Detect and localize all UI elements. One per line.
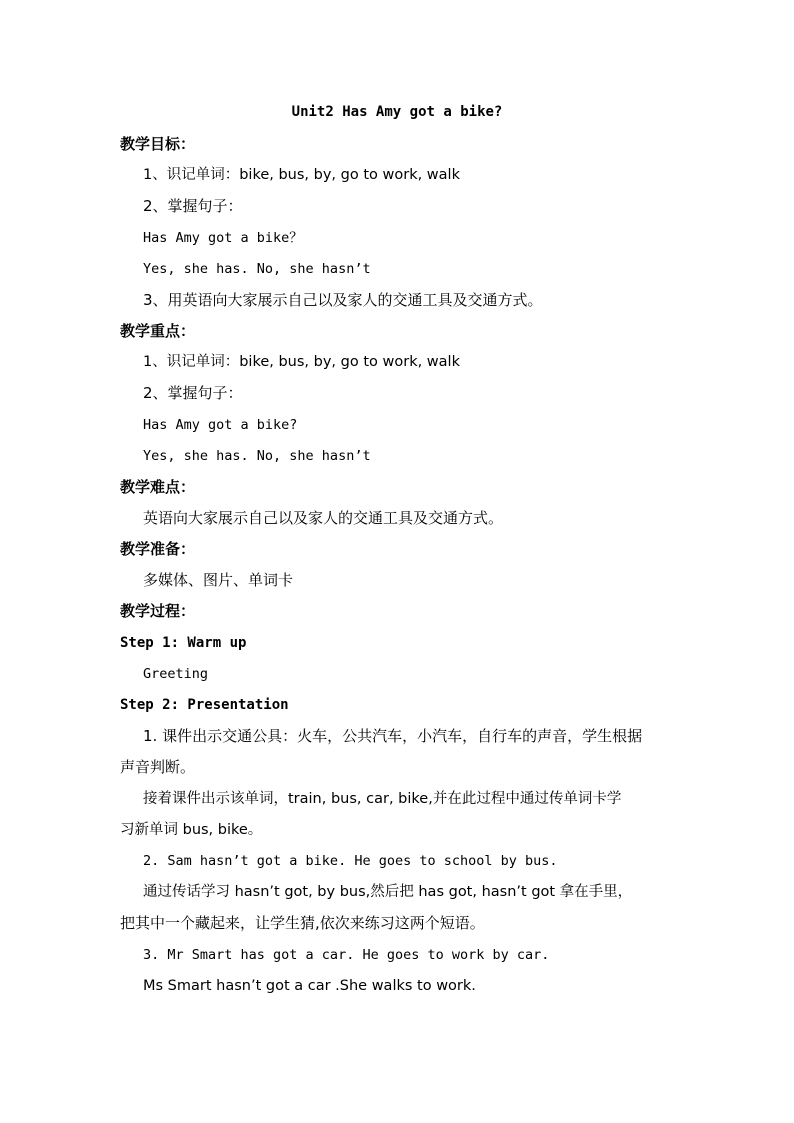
preparation-heading: 教学准备： — [120, 540, 196, 558]
step2-item: 2. Sam hasn’t got a bike. He goes to school by bus. — [143, 853, 558, 869]
objectives-item: 3、用英语向大家展示自己以及家人的交通工具及交通方式。 — [143, 291, 543, 309]
step2-label: Step 2: Presentation — [120, 697, 289, 713]
difficulties-item: 英语向大家展示自己以及家人的交通工具及交通方式。 — [143, 509, 504, 527]
difficulties-heading: 教学难点： — [120, 478, 196, 496]
key-points-item: Yes, she has. No, she hasn’t — [143, 448, 371, 464]
key-points-item: 2、掌握句子： — [143, 384, 243, 402]
step2-item: Ms Smart hasn’t got a car .She walks to work. — [143, 978, 476, 994]
step2-item: 声音判断。 — [120, 758, 196, 776]
preparation-item: 多媒体、图片、单词卡 — [143, 571, 294, 589]
step1-item: Greeting — [143, 666, 209, 682]
objectives-item: Has Amy got a bike？ — [143, 230, 303, 246]
step2-item: 把其中一个藏起来，让学生猜,依次来练习这两个短语。 — [120, 914, 485, 932]
objectives-item: 2、掌握句子： — [143, 197, 243, 215]
key-points-heading: 教学重点： — [120, 322, 196, 340]
step2-item: 习新单词 bus, bike。 — [120, 822, 263, 838]
key-points-item: 1、识记单词：bike, bus, by, go to work, walk — [143, 354, 460, 370]
objectives-item: 1、识记单词：bike, bus, by, go to work, walk — [143, 167, 460, 183]
document-title: Unit2 Has Amy got a bike? — [291, 104, 503, 120]
step2-item: 通过传话学习 hasn’t got, by bus,然后把 has got, hasn’t got 拿在手里， — [143, 884, 633, 900]
process-heading: 教学过程： — [120, 602, 196, 620]
step2-item: 1. 课件出示交通公具：火车，公共汽车，小汽车，自行车的声音，学生根据 — [143, 727, 643, 745]
step2-item: 接着课件出示该单词，train, bus, car, bike,并在此过程中通过传单词卡学 — [143, 791, 622, 807]
objectives-item: Yes, she has. No, she hasn’t — [143, 261, 371, 277]
objectives-heading: 教学目标： — [120, 135, 196, 153]
step1-label: Step 1: Warm up — [120, 635, 247, 651]
key-points-item: Has Amy got a bike? — [143, 417, 298, 433]
step2-item: 3. Mr Smart has got a car. He goes to work by car. — [143, 947, 550, 963]
